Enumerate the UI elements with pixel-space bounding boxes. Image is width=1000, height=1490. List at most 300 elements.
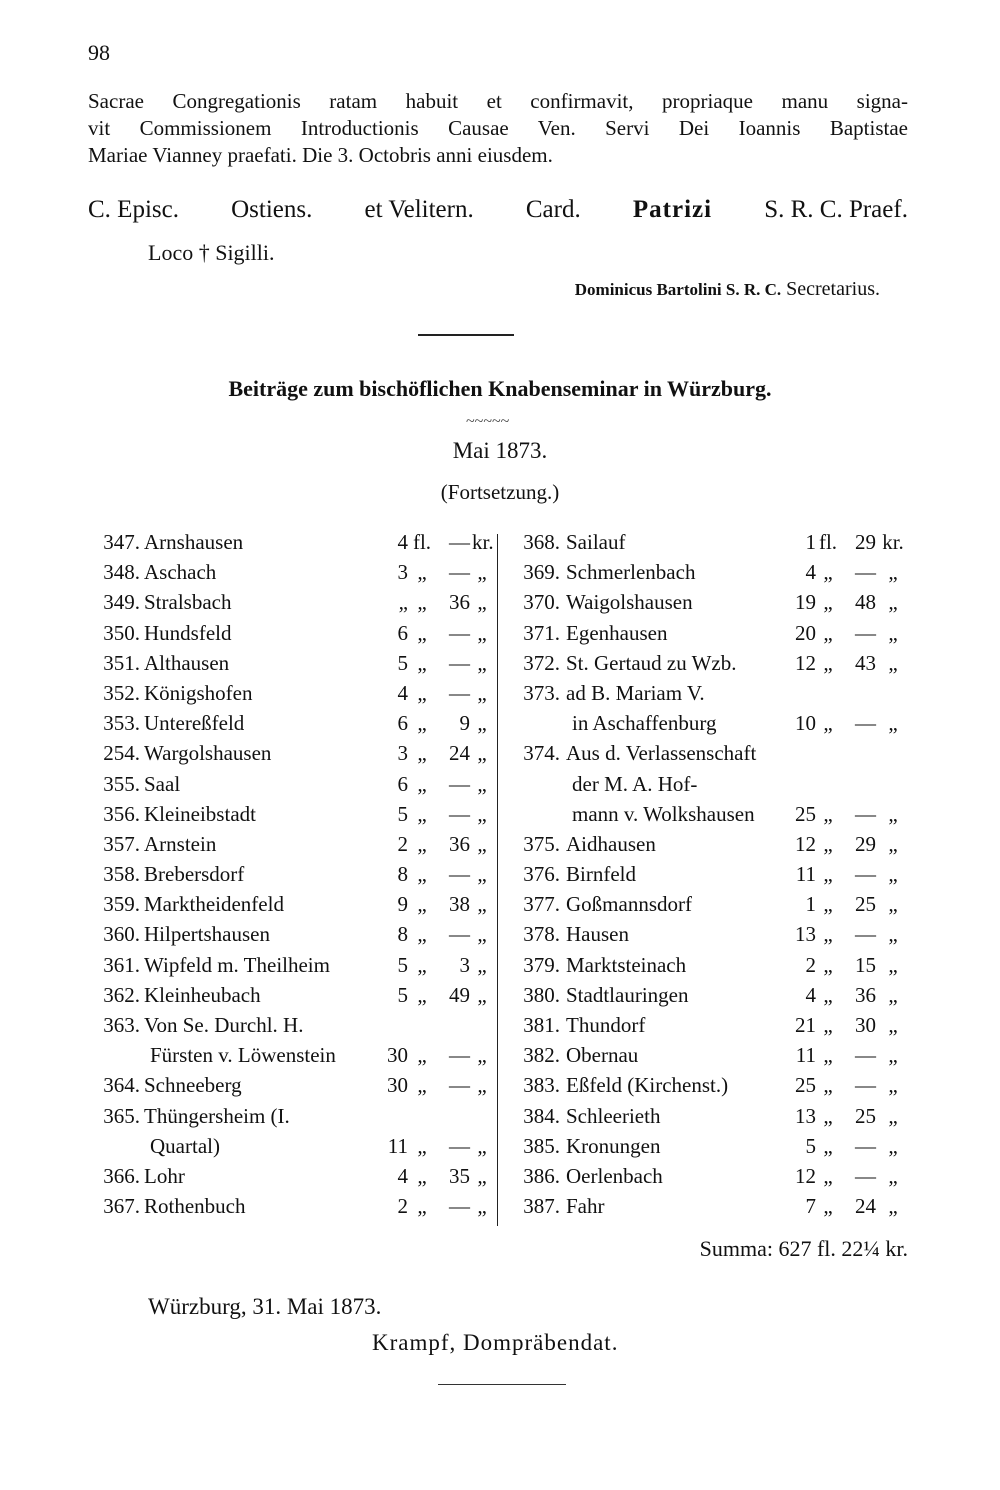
latin-paragraph (88, 88, 908, 169)
kreuzer-amount: 25 (855, 1103, 876, 1128)
florin-amount: 5 (397, 801, 408, 826)
kreuzer-amount: — (855, 1163, 876, 1188)
florin-amount: 5 (805, 1133, 816, 1158)
kreuzer-unit: kr. (882, 530, 904, 554)
kreuzer-amount: — (855, 801, 876, 826)
florin-unit: „ (417, 711, 427, 736)
kreuzer-amount: 36 (449, 590, 470, 615)
entry-number: 357. (103, 831, 140, 856)
kreuzer-unit: „ (888, 1194, 898, 1219)
florin-amount: 5 (397, 982, 408, 1007)
entry-name: Arnstein (144, 831, 217, 856)
entry-number: 379. (523, 952, 560, 977)
kreuzer-unit: „ (477, 1194, 487, 1219)
contribution-row (508, 1043, 908, 1073)
florin-unit: „ (417, 1194, 427, 1219)
kreuzer-unit: „ (477, 650, 487, 675)
florin-amount: 12 (795, 650, 816, 675)
florin-amount: 12 (795, 831, 816, 856)
florin-amount: 6 (397, 620, 408, 645)
contribution-row (508, 802, 908, 832)
entry-name: Marktheidenfeld (144, 892, 284, 917)
divider-rule (418, 334, 514, 336)
kreuzer-amount: — (449, 530, 470, 554)
entry-name: Aus d. Verlassenschaft (566, 741, 757, 766)
florin-unit: fl. (412, 530, 432, 554)
kreuzer-unit: „ (477, 590, 487, 615)
contribution-row (86, 983, 496, 1013)
florin-amount: 8 (397, 922, 408, 947)
florin-amount: 6 (397, 711, 408, 736)
contribution-row (508, 1104, 908, 1134)
entry-name: Egenhausen (566, 620, 668, 645)
kreuzer-unit: „ (477, 922, 487, 947)
florin-unit: „ (823, 590, 833, 615)
contribution-row (86, 802, 496, 832)
kreuzer-unit: „ (888, 952, 898, 977)
entry-name: in Aschaffenburg (572, 711, 717, 736)
contribution-row (508, 1194, 908, 1224)
florin-amount: 11 (795, 1043, 816, 1068)
florin-unit: fl. (818, 530, 838, 554)
florin-amount: 1 (805, 892, 816, 917)
contribution-row (86, 530, 496, 560)
florin-unit: „ (417, 801, 427, 826)
kreuzer-amount: — (855, 560, 876, 585)
entry-name: Stralsbach (144, 590, 232, 615)
loco-sigilli: Loco † Sigilli. (148, 240, 275, 265)
contribution-row (508, 1134, 908, 1164)
contribution-row (86, 741, 496, 771)
contribution-row (86, 1073, 496, 1103)
entry-number: 351. (103, 650, 140, 675)
kreuzer-unit: „ (888, 1103, 898, 1128)
entry-name: Stadtlauringen (566, 982, 689, 1007)
kreuzer-amount: 38 (449, 892, 470, 917)
summa-total: Summa: 627 fl. 22¼ kr. (699, 1236, 908, 1261)
florin-unit: „ (417, 1073, 427, 1098)
entry-name: der M. A. Hof- (572, 771, 698, 796)
contribution-row (508, 651, 908, 681)
closing-rule (438, 1384, 566, 1385)
entry-number: 360. (103, 922, 140, 947)
entry-number: 363. (103, 1013, 140, 1037)
contribution-row (508, 1164, 908, 1194)
florin-amount: 2 (397, 831, 408, 856)
contribution-row (508, 862, 908, 892)
kreuzer-unit: „ (477, 1073, 487, 1098)
entry-name: Thüngersheim (I. (144, 1103, 290, 1128)
kreuzer-unit: „ (888, 590, 898, 615)
kreuzer-unit: „ (477, 1043, 487, 1068)
page-number: 98 (88, 40, 110, 65)
signature-part-4: Card. (525, 196, 581, 223)
entry-name: Schneeberg (144, 1073, 242, 1098)
kreuzer-amount: 30 (855, 1013, 876, 1037)
florin-unit: „ (823, 1194, 833, 1219)
florin-amount: 6 (397, 771, 408, 796)
florin-amount: 3 (397, 560, 408, 585)
entry-name: Wargolshausen (144, 741, 272, 766)
entry-number: 382. (523, 1043, 560, 1068)
kreuzer-amount: — (449, 560, 470, 585)
contribution-row (86, 922, 496, 952)
entry-number: 377. (523, 892, 560, 917)
entry-number: 367. (103, 1194, 140, 1219)
entry-name: Eßfeld (Kirchenst.) (566, 1073, 729, 1098)
signature-part-2: Ostiens. (231, 196, 313, 223)
kreuzer-unit: „ (477, 982, 487, 1007)
florin-unit: „ (823, 1013, 833, 1037)
florin-amount: 12 (795, 1163, 816, 1188)
latin-line-1: Sacrae Congregationis ratam habuit et confirmavit, propriaque manu signa- (88, 89, 908, 113)
entry-number: 350. (103, 620, 140, 645)
entry-name: Schmerlenbach (566, 560, 696, 585)
contribution-row (508, 953, 908, 983)
contribution-row (508, 1013, 908, 1043)
kreuzer-unit: „ (477, 801, 487, 826)
kreuzer-amount: — (449, 862, 470, 887)
entry-name: Fahr (566, 1194, 605, 1219)
contribution-row (86, 621, 496, 651)
entry-name: Thundorf (566, 1013, 646, 1037)
place-date: Würzburg, 31. Mai 1873. (148, 1294, 382, 1319)
entry-number: 380. (523, 982, 560, 1007)
latin-line-3: Mariae Vianney praefati. Die 3. Octobris anni eiusdem. (88, 143, 553, 167)
entry-number: 347. (103, 530, 140, 554)
kreuzer-amount: — (855, 862, 876, 887)
entry-number: 364. (103, 1073, 140, 1098)
florin-unit: „ (823, 650, 833, 675)
contribution-row (508, 590, 908, 620)
florin-unit: „ (823, 1163, 833, 1188)
kreuzer-unit: „ (477, 1163, 487, 1188)
florin-amount: 5 (397, 952, 408, 977)
entry-number: 358. (103, 862, 140, 887)
florin-unit: „ (823, 711, 833, 736)
florin-amount: 11 (795, 862, 816, 887)
entry-number: 385. (523, 1133, 560, 1158)
entry-number: 376. (523, 862, 560, 887)
florin-unit: „ (823, 1043, 833, 1068)
contribution-row (86, 1164, 496, 1194)
secretary-signature (575, 278, 880, 301)
contribution-row (508, 983, 908, 1013)
kreuzer-amount: — (449, 1043, 470, 1068)
entry-number: 374. (523, 741, 560, 766)
kreuzer-unit: „ (888, 801, 898, 826)
contribution-row (86, 953, 496, 983)
entry-number: 359. (103, 892, 140, 917)
entry-number: 369. (523, 560, 560, 585)
kreuzer-unit: „ (888, 1013, 898, 1037)
contribution-row (86, 560, 496, 590)
entry-number: 384. (523, 1103, 560, 1128)
contributions-left-column (86, 530, 496, 1224)
contribution-row (86, 711, 496, 741)
signature-part-5: S. R. C. Praef. (764, 196, 908, 223)
kreuzer-unit: „ (888, 1073, 898, 1098)
florin-unit: „ (417, 1163, 427, 1188)
contribution-row (86, 590, 496, 620)
florin-amount: 9 (397, 892, 408, 917)
contribution-row (86, 832, 496, 862)
entry-name: Aidhausen (566, 831, 656, 856)
florin-amount: 1 (805, 530, 816, 554)
florin-unit: „ (417, 1043, 427, 1068)
contribution-row (508, 741, 908, 771)
contribution-row (86, 862, 496, 892)
signer: Krampf, Dompräbendat. (372, 1330, 619, 1355)
florin-amount: 25 (795, 1073, 816, 1098)
kreuzer-amount: 36 (449, 831, 470, 856)
entry-number: 348. (103, 560, 140, 585)
kreuzer-amount: 15 (855, 952, 876, 977)
contribution-row (508, 681, 908, 711)
kreuzer-amount: — (449, 620, 470, 645)
kreuzer-amount: — (449, 801, 470, 826)
secretary-name: Dominicus Bartolini S. R. C. (574, 280, 782, 299)
contribution-row (508, 1073, 908, 1103)
entry-number: 370. (523, 590, 560, 615)
kreuzer-unit: „ (477, 771, 487, 796)
florin-amount: „ (398, 590, 408, 615)
entry-name: mann v. Wolkshausen (572, 801, 755, 826)
kreuzer-unit: „ (477, 862, 487, 887)
florin-unit: „ (823, 952, 833, 977)
florin-amount: 13 (795, 1103, 816, 1128)
entry-number: 383. (523, 1073, 560, 1098)
contribution-row (86, 772, 496, 802)
contribution-row (86, 1104, 496, 1134)
signature-name: Patrizi (632, 196, 713, 223)
contribution-row (508, 621, 908, 651)
florin-unit: „ (823, 1073, 833, 1098)
entry-number: 375. (523, 831, 560, 856)
florin-amount: 8 (397, 862, 408, 887)
florin-amount: 5 (397, 650, 408, 675)
entry-name: Schleerieth (566, 1103, 661, 1128)
entry-number: 362. (103, 982, 140, 1007)
entry-number: 361. (103, 952, 140, 977)
florin-unit: „ (823, 1133, 833, 1158)
florin-amount: 4 (397, 1163, 408, 1188)
entry-name: Sailauf (566, 530, 626, 554)
florin-unit: „ (417, 952, 427, 977)
florin-amount: 2 (805, 952, 816, 977)
month-heading: Mai 1873. (452, 438, 548, 463)
florin-amount: 25 (795, 801, 816, 826)
entry-name: Marktsteinach (566, 952, 687, 977)
ornament-divider: ~~~~~ (466, 413, 510, 430)
florin-unit: „ (823, 982, 833, 1007)
entry-number: 356. (103, 801, 140, 826)
kreuzer-unit: „ (888, 650, 898, 675)
entry-number: 387. (523, 1194, 560, 1219)
kreuzer-unit: „ (888, 1163, 898, 1188)
florin-unit: „ (823, 892, 833, 917)
entry-name: Kleinheubach (144, 982, 261, 1007)
entry-number: 372. (523, 650, 560, 675)
florin-unit: „ (417, 922, 427, 947)
florin-unit: „ (823, 801, 833, 826)
entry-name: Hausen (566, 922, 629, 947)
continuation-note: (Fortsetzung.) (440, 480, 560, 504)
entry-number: 353. (103, 711, 140, 736)
kreuzer-amount: 9 (459, 711, 470, 736)
kreuzer-unit: „ (888, 892, 898, 917)
kreuzer-amount: 36 (855, 982, 876, 1007)
florin-amount: 30 (387, 1073, 408, 1098)
florin-amount: 4 (397, 530, 408, 554)
contribution-row (86, 1013, 496, 1043)
entry-number: 378. (523, 922, 560, 947)
entry-name: Saal (144, 771, 181, 796)
signature-part-3: et Velitern. (364, 196, 474, 223)
entry-name: Goßmannsdorf (566, 892, 692, 917)
florin-unit: „ (823, 1103, 833, 1128)
entry-name: Quartal) (150, 1133, 220, 1158)
florin-amount: 20 (795, 620, 816, 645)
contribution-row (86, 681, 496, 711)
contributions-right-column (508, 530, 908, 1224)
florin-unit: „ (417, 560, 427, 585)
kreuzer-amount: — (449, 1133, 470, 1158)
entry-name: Althausen (144, 650, 230, 675)
kreuzer-amount: — (855, 1133, 876, 1158)
kreuzer-amount: — (449, 1194, 470, 1219)
florin-amount: 2 (397, 1194, 408, 1219)
kreuzer-unit: „ (477, 620, 487, 645)
florin-amount: 4 (805, 560, 816, 585)
kreuzer-unit: „ (888, 862, 898, 887)
entry-name: Rothenbuch (144, 1194, 246, 1219)
contribution-row (508, 530, 908, 560)
entry-name: Lohr (144, 1163, 185, 1188)
kreuzer-amount: — (449, 650, 470, 675)
florin-unit: „ (417, 620, 427, 645)
entry-name: Oerlenbach (566, 1163, 663, 1188)
entry-name: Kronungen (566, 1133, 661, 1158)
entry-number: 371. (523, 620, 560, 645)
kreuzer-amount: — (855, 922, 876, 947)
florin-unit: „ (417, 650, 427, 675)
kreuzer-unit: „ (888, 1133, 898, 1158)
florin-amount: 13 (795, 922, 816, 947)
entry-name: Hundsfeld (144, 620, 232, 645)
florin-unit: „ (417, 831, 427, 856)
entry-name: Waigolshausen (566, 590, 693, 615)
contribution-row (86, 651, 496, 681)
entry-number: 368. (523, 530, 560, 554)
entry-number: 373. (523, 680, 560, 705)
entry-name: Arnshausen (144, 530, 244, 554)
kreuzer-amount: — (449, 771, 470, 796)
contribution-row (508, 560, 908, 590)
entry-number: 381. (523, 1013, 560, 1037)
secretary-title: Secretarius. (786, 278, 880, 300)
cardinal-signature (88, 196, 908, 224)
entry-name: Aschach (144, 560, 217, 585)
florin-amount: 30 (387, 1043, 408, 1068)
florin-amount: 21 (795, 1013, 816, 1037)
kreuzer-amount: — (855, 1073, 876, 1098)
entry-number: 366. (103, 1163, 140, 1188)
kreuzer-unit: „ (888, 922, 898, 947)
kreuzer-amount: 24 (449, 741, 470, 766)
florin-unit: „ (823, 862, 833, 887)
contribution-row (508, 711, 908, 741)
florin-unit: „ (823, 922, 833, 947)
florin-amount: 4 (805, 982, 816, 1007)
kreuzer-unit: „ (888, 982, 898, 1007)
kreuzer-amount: 3 (459, 952, 470, 977)
kreuzer-unit: „ (477, 711, 487, 736)
kreuzer-unit: „ (888, 831, 898, 856)
kreuzer-amount: 49 (449, 982, 470, 1007)
florin-amount: 10 (795, 711, 816, 736)
contribution-row (86, 1194, 496, 1224)
section-heading: Beiträge zum bischöflichen Knabenseminar in Würzburg. (228, 376, 772, 401)
florin-unit: „ (417, 1133, 427, 1158)
florin-unit: „ (417, 862, 427, 887)
contribution-row (86, 1134, 496, 1164)
florin-amount: 19 (795, 590, 816, 615)
kreuzer-amount: 43 (855, 650, 876, 675)
florin-unit: „ (823, 560, 833, 585)
kreuzer-unit: „ (888, 711, 898, 736)
kreuzer-unit: „ (888, 1043, 898, 1068)
florin-unit: „ (417, 771, 427, 796)
florin-unit: „ (417, 680, 427, 705)
florin-amount: 4 (397, 680, 408, 705)
entry-number: 352. (103, 680, 140, 705)
kreuzer-unit: „ (888, 560, 898, 585)
entry-name: ad B. Mariam V. (566, 680, 705, 705)
entry-number: 365. (103, 1103, 140, 1128)
signature-part-1: C. Episc. (88, 196, 179, 223)
entry-name: Untereßfeld (144, 711, 245, 736)
contribution-row (86, 892, 496, 922)
contribution-row (508, 772, 908, 802)
kreuzer-amount: 35 (449, 1163, 470, 1188)
latin-line-2: vit Commissionem Introductionis Causae Ven. Servi Dei Ioannis Baptistae (88, 116, 908, 140)
contribution-row (508, 892, 908, 922)
kreuzer-amount: — (855, 1043, 876, 1068)
kreuzer-unit: „ (477, 560, 487, 585)
kreuzer-unit: „ (477, 741, 487, 766)
kreuzer-unit: „ (477, 1133, 487, 1158)
entry-name: Wipfeld m. Theilheim (144, 952, 330, 977)
entry-name: Von Se. Durchl. H. (144, 1013, 304, 1037)
florin-unit: „ (417, 982, 427, 1007)
entry-name: Kleineibstadt (144, 801, 256, 826)
entry-number: 386. (523, 1163, 560, 1188)
entry-number: 349. (103, 590, 140, 615)
kreuzer-amount: — (855, 620, 876, 645)
entry-name: Hilpertshausen (144, 922, 270, 947)
entry-name: Fürsten v. Löwenstein (150, 1043, 336, 1068)
florin-unit: „ (417, 590, 427, 615)
kreuzer-unit: „ (477, 831, 487, 856)
kreuzer-amount: — (449, 680, 470, 705)
kreuzer-unit: „ (477, 892, 487, 917)
kreuzer-amount: — (449, 1073, 470, 1098)
kreuzer-amount: 25 (855, 892, 876, 917)
kreuzer-amount: 29 (855, 831, 876, 856)
florin-amount: 11 (387, 1133, 408, 1158)
florin-amount: 3 (397, 741, 408, 766)
